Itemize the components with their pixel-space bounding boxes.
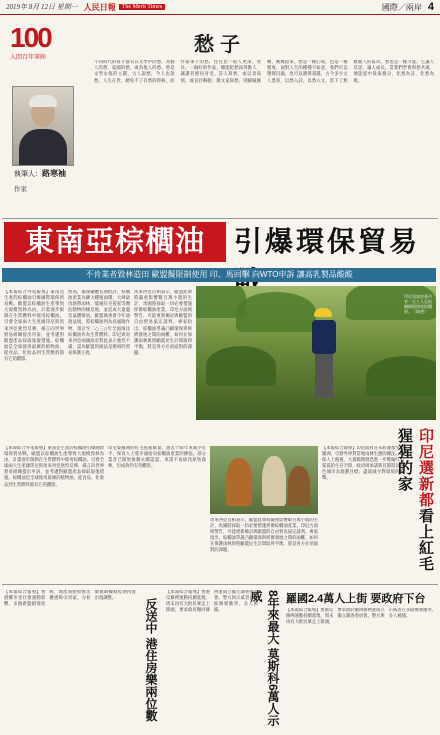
bottom-headline-moscow: 8年來最大 莫斯科6萬人示威 xyxy=(249,590,280,727)
article-col-e: 印尼婆羅洲的紅毛猩猩數量，過去十餘年來減少近半，保育人士將矛頭指向棕櫚油產業的擴張。部分業者已開始推動永續認證，承諾不再砍伐原始森林，但成效仍有待觀察。 xyxy=(108,446,206,470)
newspaper-logo: 人民日報 xyxy=(83,1,116,12)
main-photo-palm-plantation xyxy=(196,286,436,420)
headline-left: 東南亞棕櫚油 xyxy=(4,222,226,262)
divider xyxy=(2,584,438,585)
headline-right: 引爆環保貿易 xyxy=(234,226,421,257)
bottom-article-moscow: 【本報綜合報導】香港反修例運動持續延燒，周末再有大批民眾走上街頭，要求政府撤回修例並成立獨立調查委員會。警方與示威者在多區爆發衝突，多人被捕。 xyxy=(166,590,258,614)
bottom-headline-housing: 反送中 港住房樂兩位數 xyxy=(144,598,158,722)
divider xyxy=(2,218,438,219)
page-number: 4 xyxy=(427,1,434,13)
subheadline: 不肯業者毀林造田 歐盟擬限制使用 印、馬回擊 向WTO申訴 讓高乳製品酸酸 xyxy=(2,268,436,282)
opinion-column xyxy=(4,18,436,216)
issue-date: 2019年 8月 12日 星期一 xyxy=(6,3,78,11)
century-badge xyxy=(10,22,80,80)
worker-figure xyxy=(308,308,342,404)
badge-number: 100 xyxy=(10,22,51,53)
bottom-headline-protest: 羅國2.4萬人上街 要政府下台 xyxy=(286,593,426,605)
side-headline-red: 印尼選新都 xyxy=(417,428,434,508)
bottom-article-protest: 【本報綜合報導】香港反修例運動持續延燒，周末再有大批民眾走上街頭，要求政府撤回修例並成立獨立調查委員會。警方與示威者在多區爆發衝突，多人被捕。 xyxy=(286,608,436,626)
author-role: 作家 xyxy=(14,185,27,193)
orangutan-photo xyxy=(210,446,318,514)
badge-caption: 人間百年筆陣 xyxy=(10,54,47,61)
article-col-f: 【本報綜合報導】印尼政府宣布將遷都至婆羅洲，引發外界對當地雨林生態的關注。環保人士擔憂，大規模開發恐進一步壓縮紅毛猩猩的生存空間，政府則承諾新首都將以綠色城市為規劃目標，盡量減少對環境的衝擊。 xyxy=(322,446,404,482)
column-title: 愁子 xyxy=(194,32,246,56)
article-col-g: 馬來西亞首相表示，歐盟此舉將嚴重影響數百萬小農的生計，馬國將採取一切必要措施捍衛棕櫚油產業。印尼方面則警告，可能重新檢討與歐盟的自由貿易協定談判。專家指出，棕櫚油爭議凸顯環保與經濟發展之間的兩難，如何在保護雨林與照顧農民生計間取得平衡，將是各方必須面對的課題。 xyxy=(210,518,318,554)
main-headline xyxy=(2,222,438,266)
author-name: 路寒袖 xyxy=(42,168,66,178)
side-headline-black: 看上紅毛猩猩的家 xyxy=(396,428,434,572)
bottom-article-housing: 【本報綜合報導】香港樓市受社會運動影響，多個新盤銷情放緩，地產商紛紛推出優惠吸引買家，分析師預期樓價短期內將出現調整。 xyxy=(4,590,136,608)
article-col-b: 然而，環保團體長期批評，棕櫚油產業為擴大種植面積，大肆砍伐熱帶雨林，破壞紅毛猩猩等瀕危動物的棲息地，並造成大量溫室氣體排放。歐盟執委會今年通過法規，將棕櫚油列為高風險作物，預計至二○三○年全面淘汰棕櫚油作為生質燃料。印尼與馬來西亞兩國政府對此表示強烈不滿，認為歐盟的做法是變相的貿易保護主義。 xyxy=(68,290,130,356)
newspaper-logo-en: The Merit Times xyxy=(119,4,165,10)
article-col-d: 【本報綜合外電報導】東南亞生產的棕櫚油引爆國際環保貿易戰。歐盟以棕櫚油生產導致大規模毀林為由，計畫逐步限制在生質燃料中使用棕櫚油，引發全球兩大生產國印尼與馬來西亞強烈反彈，揚言向世界貿易組織提出申訴，並考慮對歐盟產品採取報復措施。棕櫚油是全球使用最廣的植物油，從食品、化妝品到生質燃料都有它的蹤影。 xyxy=(4,446,104,488)
column-body: 不同時代的寫手都有其文學中的愁，為個人的愁、家國的愁、或為他人的愁。愁是文學永恆的主題，古人說愁，今人也說愁。人生在世，總免不了有愁的時候，而作家筆下的愁，往往比一般人更深、更長。一個好的作家，總能把愁寫得動人，讓讀者感同身受。詩人寫愁，或以景寫情，或直抒胸臆；散文家寫愁，則細膩婉轉，娓娓道來。愁是一種心境，也是一種態度，面對人生的種種不如意，我們可以選擇沉溺，也可以選擇超越。古今多少文人墨客，以愁入詩，以愁入文，留下了無數動人的篇章。愁也是一種力量，它讓人反思，讓人成長。當我們學會與愁共處，便能從中汲取養分，化愁為詩，化愁為歌。 xyxy=(94,60,434,84)
section-name: 國際／兩岸 xyxy=(381,2,422,12)
author-photo xyxy=(12,86,74,166)
author-label: 執筆人： xyxy=(14,170,42,178)
article-col-c: 馬來西亞首相表示，歐盟此舉將嚴重影響數百萬小農的生計，馬國將採取一切必要措施捍衛棕櫚油產業。印尼方面則警告，可能重新檢討與歐盟的自由貿易協定談判。專家指出，棕櫚油爭議凸顯環保與經濟發展之間的兩難，如何在保護雨林與照顧農民生計間取得平衡，將是各方必須面對的課題。 xyxy=(134,290,192,356)
side-headline xyxy=(396,428,436,578)
article-col-a: 【本報綜合外電報導】東南亞生產的棕櫚油引爆國際環保貿易戰。歐盟以棕櫚油生產導致大規模毀林為由，計畫逐步限制在生質燃料中使用棕櫚油，引發全球兩大生產國印尼與馬來西亞強烈反彈，揚言向世界貿易組織提出申訴，並考慮對歐盟產品採取報復措施。棕櫚油是全球使用最廣的植物油，從食品、化妝品到生質燃料都有它的蹤影。 xyxy=(4,290,64,363)
author-line xyxy=(14,168,66,179)
photo-caption: 印尼西加里曼丹省一名工人在棕櫚樹園採收棕櫚果。（路透） xyxy=(404,294,432,314)
page-header xyxy=(0,0,440,15)
